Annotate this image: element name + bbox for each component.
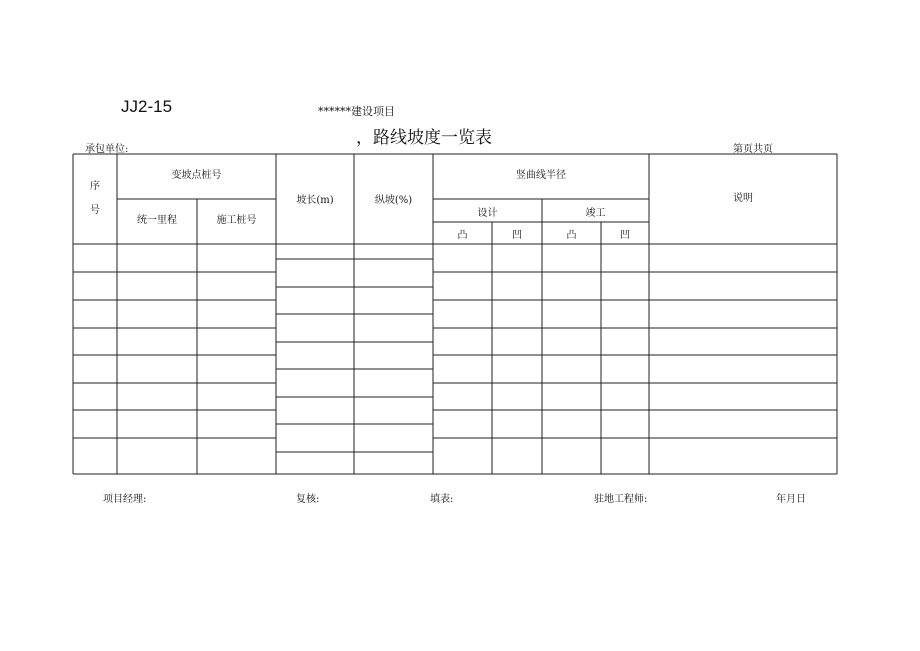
- footer-resident-engineer: 驻地工程师:: [594, 494, 648, 505]
- page-title: ，路线坡度一览表: [356, 128, 492, 148]
- header-concave-design: 凹: [512, 230, 522, 241]
- footer-review: 复核:: [296, 494, 320, 505]
- header-change-point: 变坡点桩号: [171, 170, 222, 181]
- header-vertical-curve-radius: 竖曲线半径: [516, 170, 566, 181]
- footer-project-manager: 项目经理:: [103, 494, 147, 505]
- header-design: 设计: [477, 208, 498, 219]
- header-construction-stake: 施工桩号: [216, 215, 257, 226]
- project-name: ******建设项目: [318, 105, 395, 118]
- header-unified-mileage: 统一里程: [137, 215, 177, 226]
- header-remarks: 说明: [733, 193, 753, 204]
- contractor-label: 承包单位:: [85, 144, 129, 155]
- form-code: JJ2-15: [121, 97, 173, 116]
- header-slope-length: 坡长(m): [296, 195, 334, 206]
- footer-date: 年月日: [776, 494, 806, 505]
- header-convex-as-built: 凸: [566, 230, 577, 241]
- header-convex-design: 凸: [457, 230, 468, 241]
- header-as-built: 竣工: [585, 208, 606, 219]
- header-concave-as-built: 凹: [620, 230, 630, 241]
- header-seq-top: 序: [90, 181, 100, 192]
- header-seq-bottom: 号: [90, 205, 100, 216]
- page-info: 第页共页: [733, 144, 773, 155]
- header-grade: 纵坡(%): [374, 195, 413, 206]
- footer-filled-by: 填表:: [430, 494, 454, 505]
